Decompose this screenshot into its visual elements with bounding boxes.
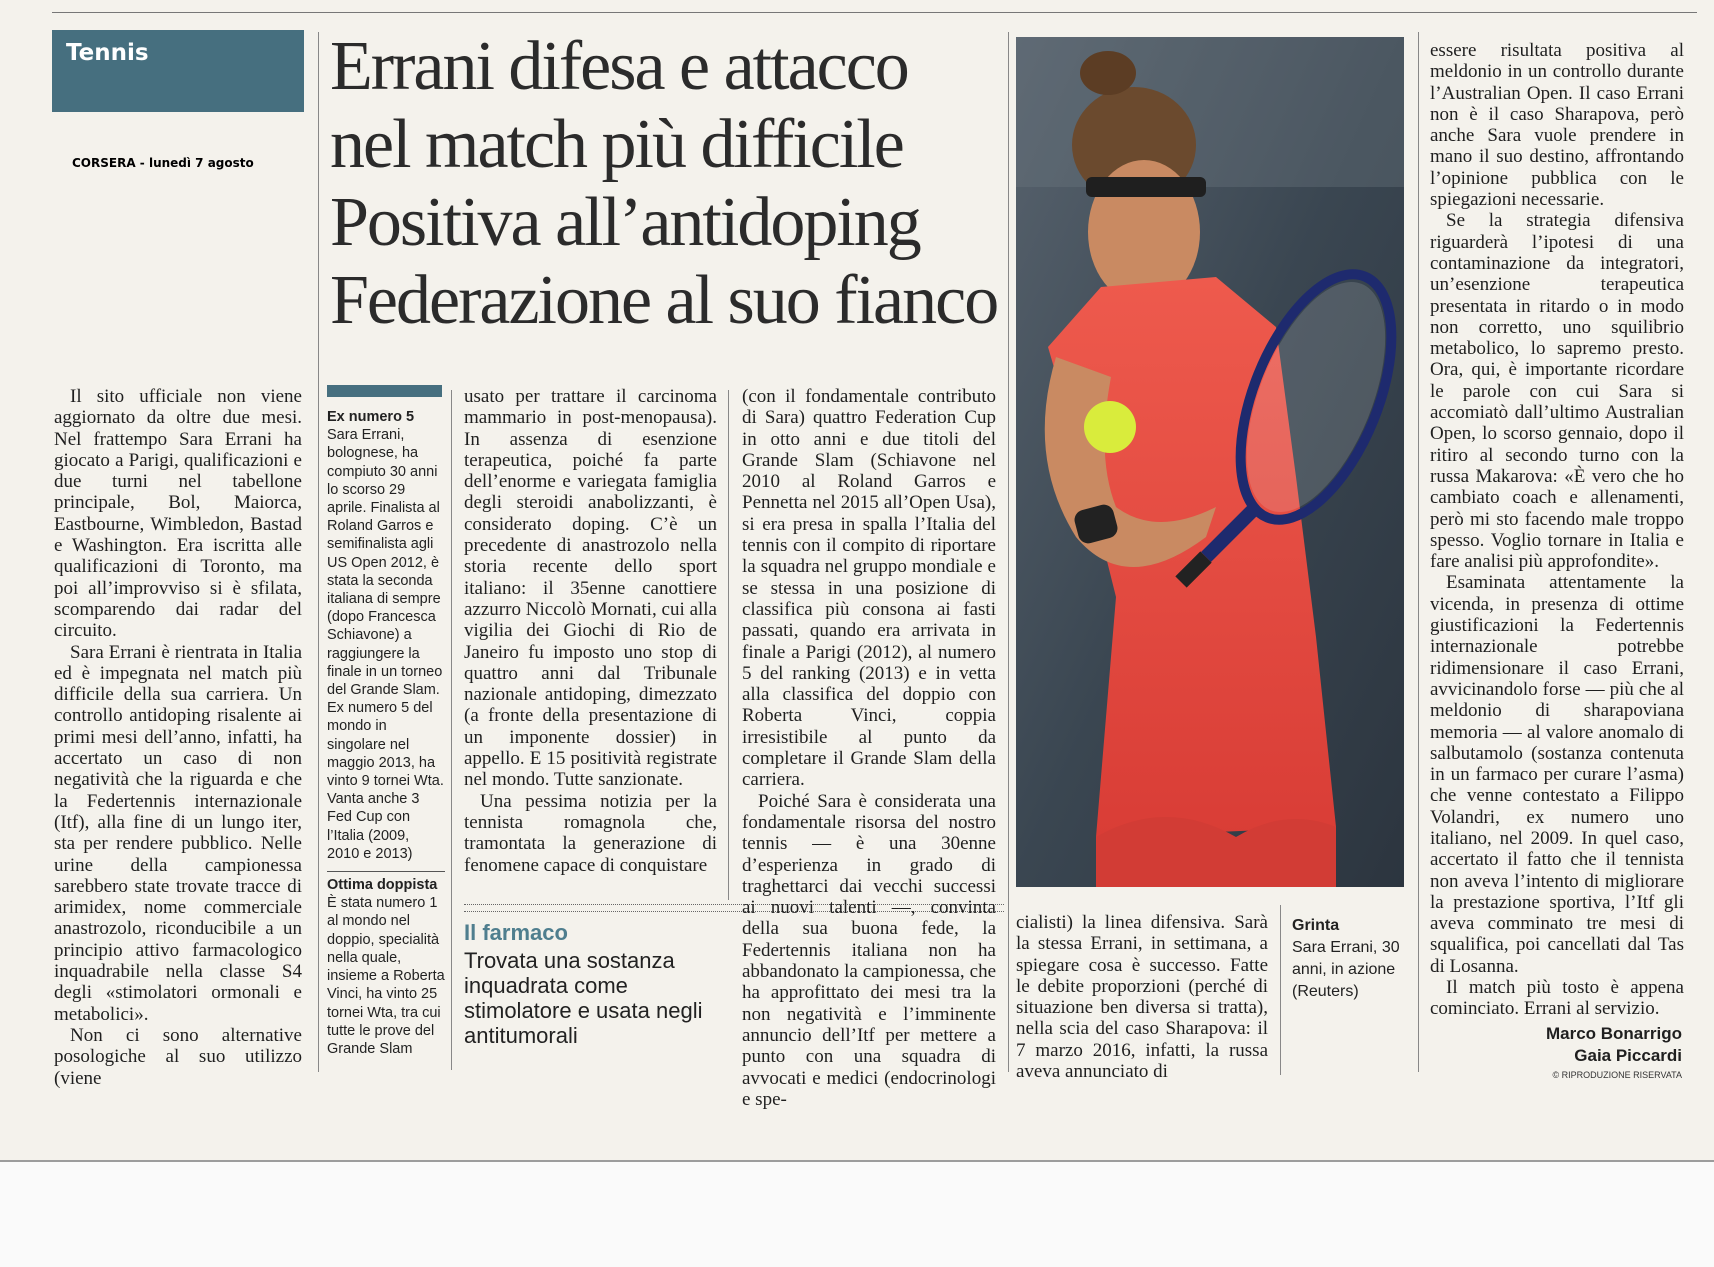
- paragraph: Se la strategia difensiva riguarderà l’ipotesi di una contaminazione da integratori, un’esenzione terapeutica presentata in ritardo o in modo non corretto, uno squilibrio metabolico, lo sapremo presto. Ora, qui, è importante ricordare le parole con cui Sara si accomiatò dall’ultimo Australian Open, lo scorso gennaio, dopo il ritiro al secondo turno con la russa Makarova: «È vero che ho cambiato coach e allenamenti, però mi sto facendo male troppo spesso. Voglio tornare in Italia e fare analisi più approfondite».: [1430, 210, 1684, 573]
- author-name: Gaia Piccardi: [1574, 1046, 1682, 1065]
- headline-line: Errani difesa e attacco: [330, 28, 908, 105]
- top-rule: [52, 12, 1697, 13]
- section-label: Tennis: [66, 40, 149, 66]
- article-column-6: [1430, 40, 1684, 1020]
- player-illustration: [1016, 37, 1404, 887]
- tennis-ball-icon: [1084, 401, 1136, 453]
- article-column-5: [1016, 912, 1268, 1082]
- sidebar-info: [327, 408, 445, 1058]
- paragraph: Non ci sono alternative posologiche al suo utilizzo (viene: [54, 1024, 302, 1089]
- author-byline: [1430, 1023, 1682, 1067]
- column-rule: [451, 390, 452, 1070]
- paragraph: (con il fondamentale contributo di Sara) quattro Federation Cup in otto anni e due titoli del Grande Slam (Schiavone nel 2010 al Roland Garros e Pennetta nel 2015 all’Open Usa), si era presa in spalla l’Italia del tennis con il compito di riportare la squadra nel gruppo mondiale e se stessa in una posizione di classifica più consona ai fasti passati, quando era arrivata in finale a Parigi (2012), al numero 5 del ranking (2013) e in vetta alla classifica del doppio con Roberta Vinci, coppia irresistibile al punto da completare il Grande Slam della carriera.: [742, 386, 996, 791]
- author-name: Marco Bonarrigo: [1545, 1024, 1682, 1043]
- paragraph: Il match più tosto è appena cominciato. Errani al servizio.: [1430, 977, 1684, 1020]
- paragraph: Il sito ufficiale non viene aggiornato da oltre due mesi. Nel frattempo Sara Errani ha giocato a Parigi, qualificazioni e due turni nel tabellone principale, Bol, Maiorca, Eastbourne, Wimbledon, Bastad e Washington. Era iscritta alle qualificazioni di Toronto, ma poi all’improvviso si è sfilata, scomparendo dai radar del circuito.: [54, 386, 302, 642]
- sidebar-top-bar: [327, 385, 442, 397]
- farmaco-text: Trovata una sostanza inquadrata come stimolatore e usata negli antitumorali: [464, 948, 703, 1048]
- column-rule: [318, 32, 319, 1072]
- paragraph: Sara Errani è rientrata in Italia ed è impegnata nel match più difficile della sua carriera. Un controllo antidoping risalente ai primi mesi dell’anno, infatti, ha accertato un caso di non negatività che la riguarda e che la Federtennis internazionale (Itf), alla fine di un lungo iter, sta per rendere pubblico. Nelle urine della campionessa sarebbero state trovate tracce di arimidex, nome commerciale anastrozolo, riconducibile a un principio attivo farmacologico inquadrabile nella classe S4 degli «stimolatori ormonali e metabolici».: [54, 641, 302, 1025]
- sidebar-text: È stata numero 1 al mondo nel doppio, specialità nella quale, insieme a Roberta Vinci, ha vinto 25 tornei Wta, tra cui tutte le prove del Grande Slam: [327, 895, 445, 1057]
- sidebar-heading: Ottima doppista: [327, 877, 438, 894]
- copyright-note: © RIPRODUZIONE RISERVATA: [1552, 1070, 1682, 1080]
- farmaco-title: Il farmaco: [464, 920, 568, 945]
- column-rule: [1418, 32, 1419, 1072]
- sidebar-text: Sara Errani, bolognese, ha compiuto 30 anni lo scorso 29 aprile. Finalista al Roland Garros e semifinalista agli US Open 2012, è stata la seconda italiana di sempre (dopo Francesca Schiavone) a raggiungere la finale in un torneo del Grande Slam. Ex numero 5 del mondo in singolare nel maggio 2013, ha vinto 9 tornei Wta. Vanta anche 3 Fed Cup con l’Italia (2009, 2010 e 2013): [327, 427, 444, 862]
- scan-margin: [0, 1160, 1714, 1267]
- headline-line: Positiva all’antidoping: [330, 184, 920, 261]
- headline-line: nel match più difficile: [330, 106, 903, 183]
- paragraph: usato per trattare il carcinoma mammario in post-menopausa). In assenza di esenzione terapeutica, poiché fa parte dell’enorme e variegata famiglia degli steroidi anabolizzanti, è considerato doping. C’è un precedente di anastrozolo nella storia recente dello sport italiano: il 35enne canottiere azzurro Niccolò Mornati, cui alla vigilia dei Giochi di Rio de Janeiro fu imposto uno stop di quattro anni dal Tribunale nazionale antidoping, dimezzato (a fronte della presentazione di un imponente dossier) in appello. E 15 positività registrate nel mondo. Tutte sanzionate.: [464, 386, 717, 791]
- caption-text: Sara Errani, 30 anni, in azione (Reuters): [1292, 939, 1400, 1000]
- paragraph: Una pessima notizia per la tennista romagnola che, tramontata la generazione di fenomene capace di conquistare: [464, 790, 717, 876]
- column-rule: [728, 390, 729, 900]
- caption-title: Grinta: [1292, 917, 1340, 934]
- headline: [330, 28, 1010, 340]
- section-label-box: [52, 30, 304, 112]
- tennis-photo: [1016, 37, 1404, 887]
- source-line: CORSERA - lunedì 7 agosto: [72, 156, 254, 170]
- article-column-4: [742, 386, 996, 1110]
- article-column-3: [464, 386, 717, 876]
- headline-line: Federazione al suo fianco: [330, 262, 998, 339]
- column-rule: [1008, 32, 1009, 1072]
- article-column-1: [54, 386, 302, 1089]
- sidebar-heading: Ex numero 5: [327, 409, 415, 425]
- paragraph: essere risultata positiva al meldonio in un controllo durante l’Australian Open. Il caso Errani non è il caso Sharapova, però anche Sara vuole prendere in mano il suo destino, affrontando l’opinione pubblica con le spiegazioni necessarie.: [1430, 40, 1684, 211]
- paragraph: cialisti) la linea difensiva. Sarà la stessa Errani, in settimana, a spiegare cosa è successo. Fatte le debite proporzioni (perché di situazione ben diversa si tratta), nella scia del caso Sharapova: il 7 marzo 2016, infatti, la russa aveva annunciato di: [1016, 912, 1268, 1083]
- paragraph: Poiché Sara è considerata una fondamentale risorsa del nostro tennis — è una 30enne d’esperienza in grado di traghettarci dai vecchi successi ai nuovi talenti —, convinta della sua buona fede, la Federtennis italiana non ha abbandonato la campionessa, che ha approfittato dei mesi tra la non negatività e l’imminente annuncio dell’Itf per mettere a punto con una squadra di avvocati e medici (endocrinologi e spe-: [742, 790, 996, 1110]
- photo-caption: [1292, 915, 1412, 1003]
- sidebar-divider: [327, 863, 445, 872]
- column-rule: [1280, 905, 1281, 1075]
- paragraph: Esaminata attentamente la vicenda, in presenza di ottime giustificazioni la Federtennis internazionale potrebbe ridimensionare il caso Errani, avvicinandolo forse — più che al meldonio di sharapoviana memoria — al valore anomalo di salbutamolo (sostanza contenuta in un farmaco per curare l’asma) che venne contestato a Filippo Volandri, ex numero uno italiano, nel 2009. In quel caso, accertato il fatto che il tennista non aveva l’intento di migliorare la prestazione sportiva, l’Itf gli aveva comminato tre mesi di squalifica, poi cancellati dal Tas di Losanna.: [1430, 572, 1684, 977]
